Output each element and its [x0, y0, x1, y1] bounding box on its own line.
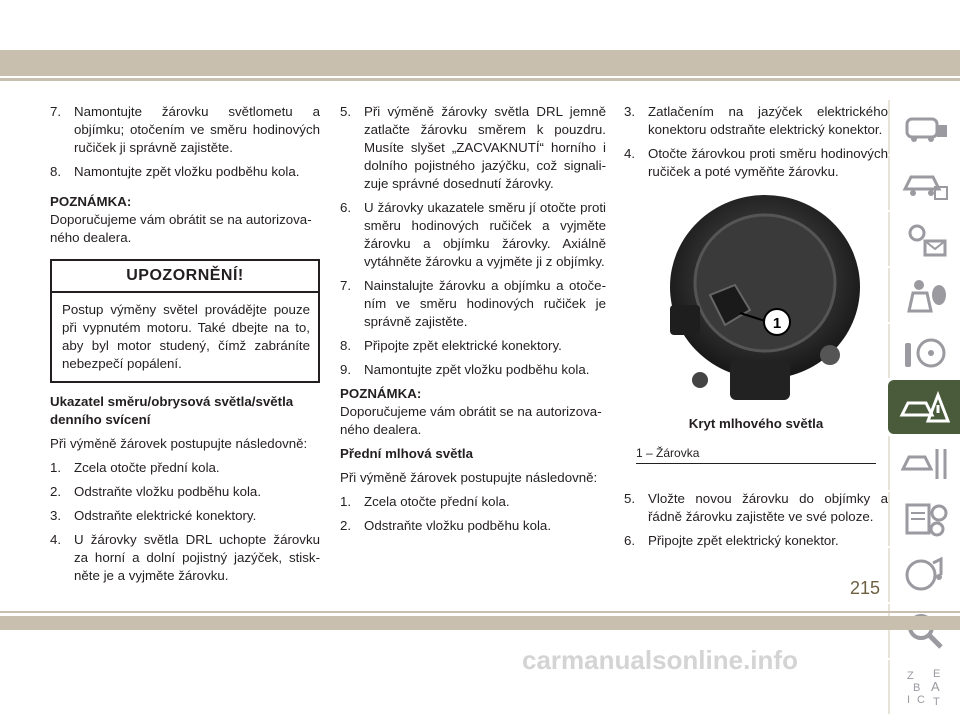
list-item: 7. Nainstalujte žárovku a objímku a otočením ve směru hodinových ručiček je správně zajistěte.: [340, 278, 606, 329]
fog-lamp-illustration: [640, 185, 878, 407]
list-item: 3. Odstraňte elektrické konektory.: [50, 508, 257, 523]
tab-in-case-of-emergency[interactable]: [888, 380, 960, 434]
svg-text:C: C: [917, 694, 925, 706]
note-label: POZNÁMKA:: [50, 194, 132, 209]
list-item: 9. Namontujte zpět vložku podběhu kola.: [340, 362, 590, 377]
column-1: [50, 103, 320, 591]
watermark: carmanualsonline.info: [522, 645, 798, 675]
column-3: [624, 103, 888, 187]
tab-index[interactable]: [888, 660, 960, 714]
figure-rule: [636, 463, 876, 464]
tab-servicing-maintenance[interactable]: [888, 436, 960, 490]
tab-multimedia[interactable]: [888, 548, 960, 602]
list-item: 8. Připojte zpět elektrické konektory.: [340, 338, 562, 353]
page-number: 215: [850, 578, 881, 598]
multimedia-icon: [899, 553, 951, 597]
tab-car-info[interactable]: [888, 156, 960, 210]
section-intro: Při výměně žárovek postupujte následovně:: [340, 470, 598, 485]
note-text: Doporučujeme vám obrátit se na autorizovaného dealera.: [340, 404, 602, 437]
language-index-icon: [899, 665, 951, 709]
airbag-safety-icon: [899, 273, 951, 317]
section-heading: Ukazatel směru/obrysová světla/světla denního svícení: [50, 394, 294, 427]
section-heading: Přední mlhová světla: [340, 446, 474, 461]
list-item: 6. Připojte zpět elektrický konektor.: [624, 533, 839, 548]
section-intro: Při výměně žárovek postupujte následovně:: [50, 436, 308, 451]
list-item: 4. U žárovky světla DRL uchopte žárovku za horní a dolní pojistný jazýček, stiskněte je a vyjměte žárovku.: [50, 532, 320, 583]
top-decor-bar: [0, 50, 960, 76]
list-item: 6. U žárovky ukazatele směru jí otočte proti směru hodinových ručiček a vyjměte žárovku a objímku žárovky. Axiálně vytáhněte žárovku a vyjměte ji z objímky.: [340, 200, 606, 269]
svg-text:B: B: [913, 682, 921, 694]
callout-label: 1: [772, 315, 782, 332]
warning-lights-message-icon: [899, 217, 951, 261]
warning-box: [50, 259, 320, 383]
svg-text:Z: Z: [907, 670, 914, 682]
tab-safety[interactable]: [888, 268, 960, 322]
list-item: 2. Odstraňte vložku podběhu kola.: [50, 484, 262, 499]
specifications-gear-icon: [899, 497, 951, 541]
car-info-icon: [899, 161, 951, 205]
tab-technical-specifications[interactable]: [888, 492, 960, 546]
list-item: 7. Namontujte žárovku světlometu a objímku; otočením ve směru hodinových ručiček ji správně zajistěte.: [50, 104, 320, 155]
warning-title: UPOZORNĚNÍ!: [52, 261, 318, 293]
bottom-decor-bar: [0, 616, 960, 630]
svg-text:I: I: [907, 694, 911, 706]
car-dashboard-icon: [899, 105, 951, 149]
emergency-car-icon: [898, 385, 950, 429]
figure-legend: 1 – Žárovka: [636, 446, 700, 460]
steering-starting-icon: [899, 329, 951, 373]
list-item: 2. Odstraňte vložku podběhu kola.: [340, 518, 552, 533]
warning-text: Postup výměny světel provádějte pouze při vypnutém motoru. Také dbejte na to, aby byl motor studený, čímž zabráníte nebezpečí popálení.: [62, 302, 310, 371]
tab-starting-operating[interactable]: [888, 324, 960, 378]
top-decor-line: [0, 78, 960, 81]
svg-text:T: T: [933, 696, 940, 708]
column-2: [340, 103, 606, 541]
list-item: 1. Zcela otočte přední kola.: [340, 494, 510, 509]
fog-lamp-figure: [640, 185, 878, 407]
list-item: 3. Zatlačením na jazýček elektrického konektoru odstraňte elektrický konektor.: [624, 104, 888, 137]
note-text: Doporučujeme vám obrátit se na autorizovaného dealera.: [50, 212, 312, 245]
car-service-tools-icon: [899, 441, 951, 485]
figure-caption: Kryt mlhového světla: [688, 416, 824, 431]
tab-warning-lights[interactable]: [888, 212, 960, 266]
list-item: 8. Namontujte zpět vložku podběhu kola.: [50, 164, 300, 179]
list-item: 5. Při výměně žárovky světla DRL jemně zatlačte žárovku směrem k pouzdru. Musíte slyšet „ZACVAKNUTÍ“ horního i dolního pojistného jazýčku, což signalizuje správné dosednutí žárovky.: [340, 104, 606, 191]
note-label: POZNÁMKA:: [340, 386, 422, 401]
tab-car-dashboard[interactable]: [888, 100, 960, 154]
svg-text:E: E: [933, 668, 941, 680]
bottom-decor-line: [0, 611, 960, 613]
svg-text:A: A: [931, 679, 940, 694]
list-item: 1. Zcela otočte přední kola.: [50, 460, 220, 475]
list-item: 5. Vložte novou žárovku do objímky a řádně žárovku zajistěte ve své poloze.: [624, 491, 888, 524]
list-item: 4. Otočte žárovkou proti směru hodinových ručiček a poté vyměňte žárovku.: [624, 146, 888, 179]
column-3-bottom: [624, 490, 888, 556]
